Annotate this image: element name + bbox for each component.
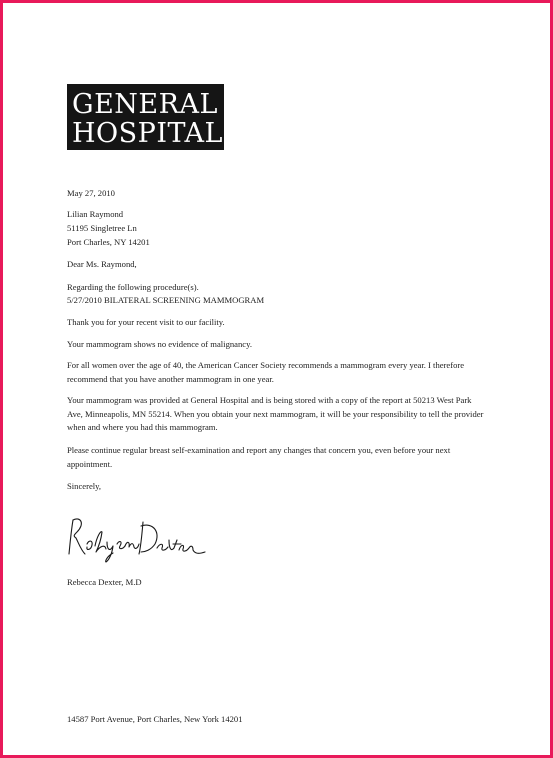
recipient-city: Port Charles, NY 14201 [67,237,150,247]
procedure-line: 5/27/2010 BILATERAL SCREENING MAMMOGRAM [67,295,265,305]
recipient-name: Lilian Raymond [67,209,124,219]
regarding-label: Regarding the following procedure(s). [67,282,199,292]
footer-address: 14587 Port Avenue, Port Charles, New York 14201 [67,714,243,724]
paragraph-thanks: Thank you for your recent visit to our facility. [67,317,225,327]
logo-line-2: HOSPITAL [72,118,223,149]
letter-date: May 27, 2010 [67,188,115,198]
signer-name: Rebecca Dexter, M.D [67,577,142,587]
paragraph-result: Your mammogram shows no evidence of malignancy. [67,339,252,349]
signature-image [65,510,210,565]
paragraph-self-exam: Please continue regular breast self-examination and report any changes that concern you, even before your next appointment. [67,445,451,469]
closing: Sincerely, [67,481,102,491]
paragraph-recommendation: For all women over the age of 40, the American Cancer Society recommends a mammogram every year. I therefore recommend that you have another mammogram in one year. [67,360,465,384]
hospital-logo [67,84,224,150]
logo-line-1: GENERAL [72,89,218,120]
paragraph-storage: Your mammogram was provided at General Hospital and is being stored with a copy of the report at 50213 West Park Ave, Minneapolis, MN 55214. When you obtain your next mammogram, it will be your responsibility to tell the provider when and where you had this mammogram. [67,395,484,432]
recipient-street: 51195 Singletree Ln [67,223,137,233]
salutation: Dear Ms. Raymond, [67,259,137,269]
